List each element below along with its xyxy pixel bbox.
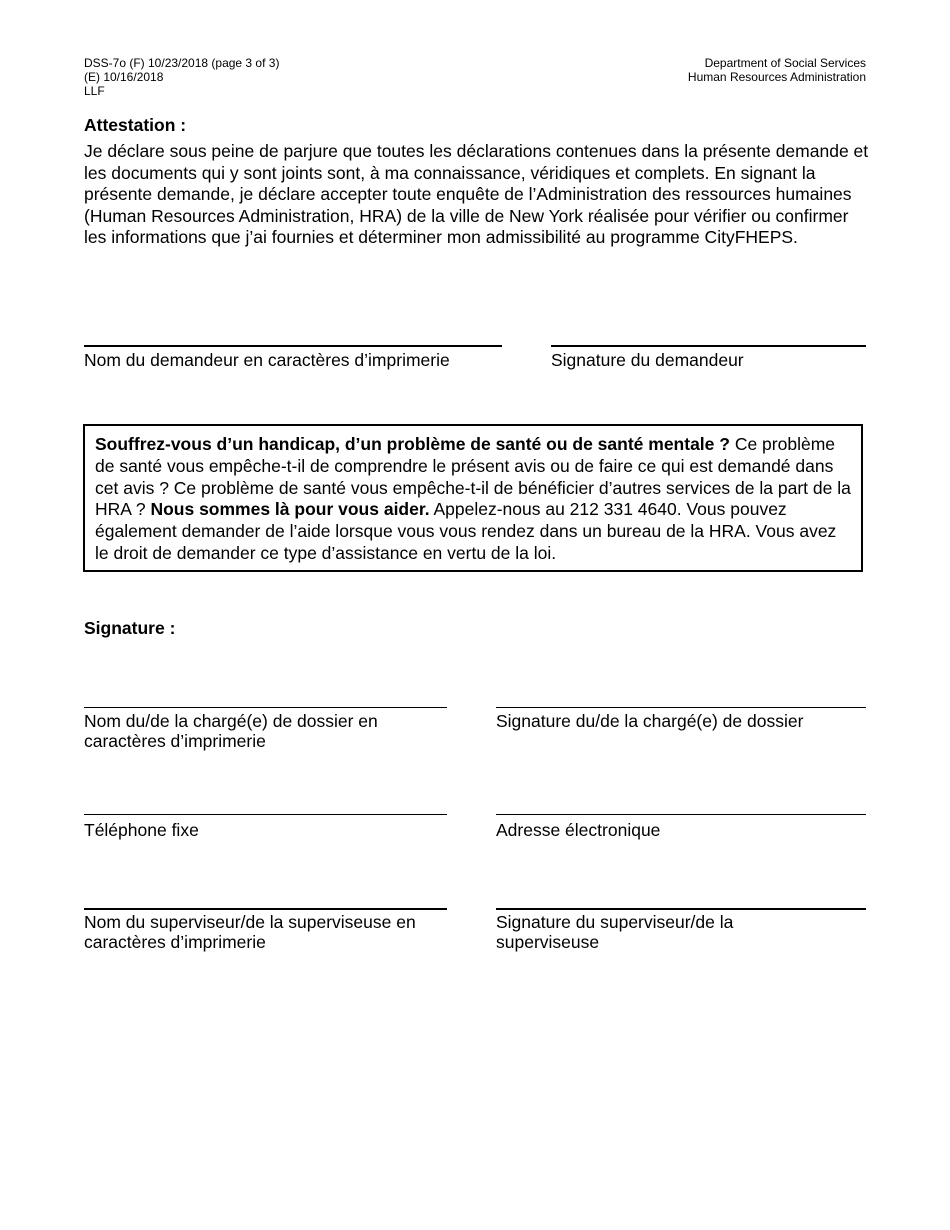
supervisor-name-label: Nom du superviseur/de la superviseuse en caractères d’imprimerie <box>84 912 416 952</box>
notice-bold-help: Nous sommes là pour vous aider. <box>150 499 430 520</box>
signature-section-title: Signature : <box>84 618 176 638</box>
notice-text-part1: Ce problème de santé vous empêche-t-il de comprendre le présent avis ou de faire ce qui est demandé dans cet avis ? Ce problème de santé vous empêche-t-il de bénéficier d’autres services de la part de la HRA ? <box>95 434 851 520</box>
caseworker-signature-field[interactable] <box>496 707 866 708</box>
agency-block <box>688 56 866 84</box>
caseworker-signature-label: Signature du/de la chargé(e) de dossier <box>496 711 804 731</box>
caseworker-name-field[interactable] <box>84 707 447 708</box>
applicant-signature-field[interactable] <box>551 345 866 347</box>
email-label: Adresse électronique <box>496 820 661 840</box>
form-english-date: (E) 10/16/2018 <box>84 70 164 84</box>
accessibility-notice-box <box>83 424 863 572</box>
accessibility-notice-text <box>95 434 851 565</box>
email-field[interactable] <box>496 814 866 815</box>
phone-label: Téléphone fixe <box>84 820 199 840</box>
notice-bold-intro: Souffrez-vous d’un handicap, d’un problème de santé ou de santé mentale ? <box>95 434 730 454</box>
supervisor-signature-label: Signature du superviseur/de la superviseuse <box>496 912 734 952</box>
applicant-signature-label: Signature du demandeur <box>551 350 744 370</box>
attestation-paragraph: Je déclare sous peine de parjure que toutes les déclarations contenues dans la présente demande et les documents qui y sont joints sont, à ma connaissance, véridiques et complets. En signant la présente demande, je déclare accepter toute enquête de l’Administration des ressources humaines (Human Resources Administration, HRA) de la ville de New York réalisée pour vérifier ou confirmer les informations que j’ai fournies et déterminer mon admissibilité au programme CityFHEPS. <box>84 141 869 247</box>
form-id-line: DSS-7o (F) 10/23/2018 (page 3 of 3) <box>84 56 280 70</box>
notice-text-part2: Appelez-nous au 212 331 4640. Vous pouvez également demander de l’aide lorsque vous vous rendez dans un bureau de la HRA. Vous avez le droit de demander ce type d’assistance en vertu de la loi. <box>95 499 837 563</box>
attestation-title: Attestation : <box>84 115 187 135</box>
supervisor-signature-field[interactable] <box>496 908 866 910</box>
applicant-name-field[interactable] <box>84 345 502 347</box>
supervisor-name-field[interactable] <box>84 908 447 910</box>
form-id-block <box>84 56 279 98</box>
administration-name: Human Resources Administration <box>687 70 866 84</box>
applicant-name-label: Nom du demandeur en caractères d’imprimerie <box>84 350 450 370</box>
phone-field[interactable] <box>84 814 447 815</box>
department-name: Department of Social Services <box>704 56 866 70</box>
form-language-code: LLF <box>84 84 105 98</box>
caseworker-name-label: Nom du/de la chargé(e) de dossier en caractères d’imprimerie <box>84 711 378 751</box>
